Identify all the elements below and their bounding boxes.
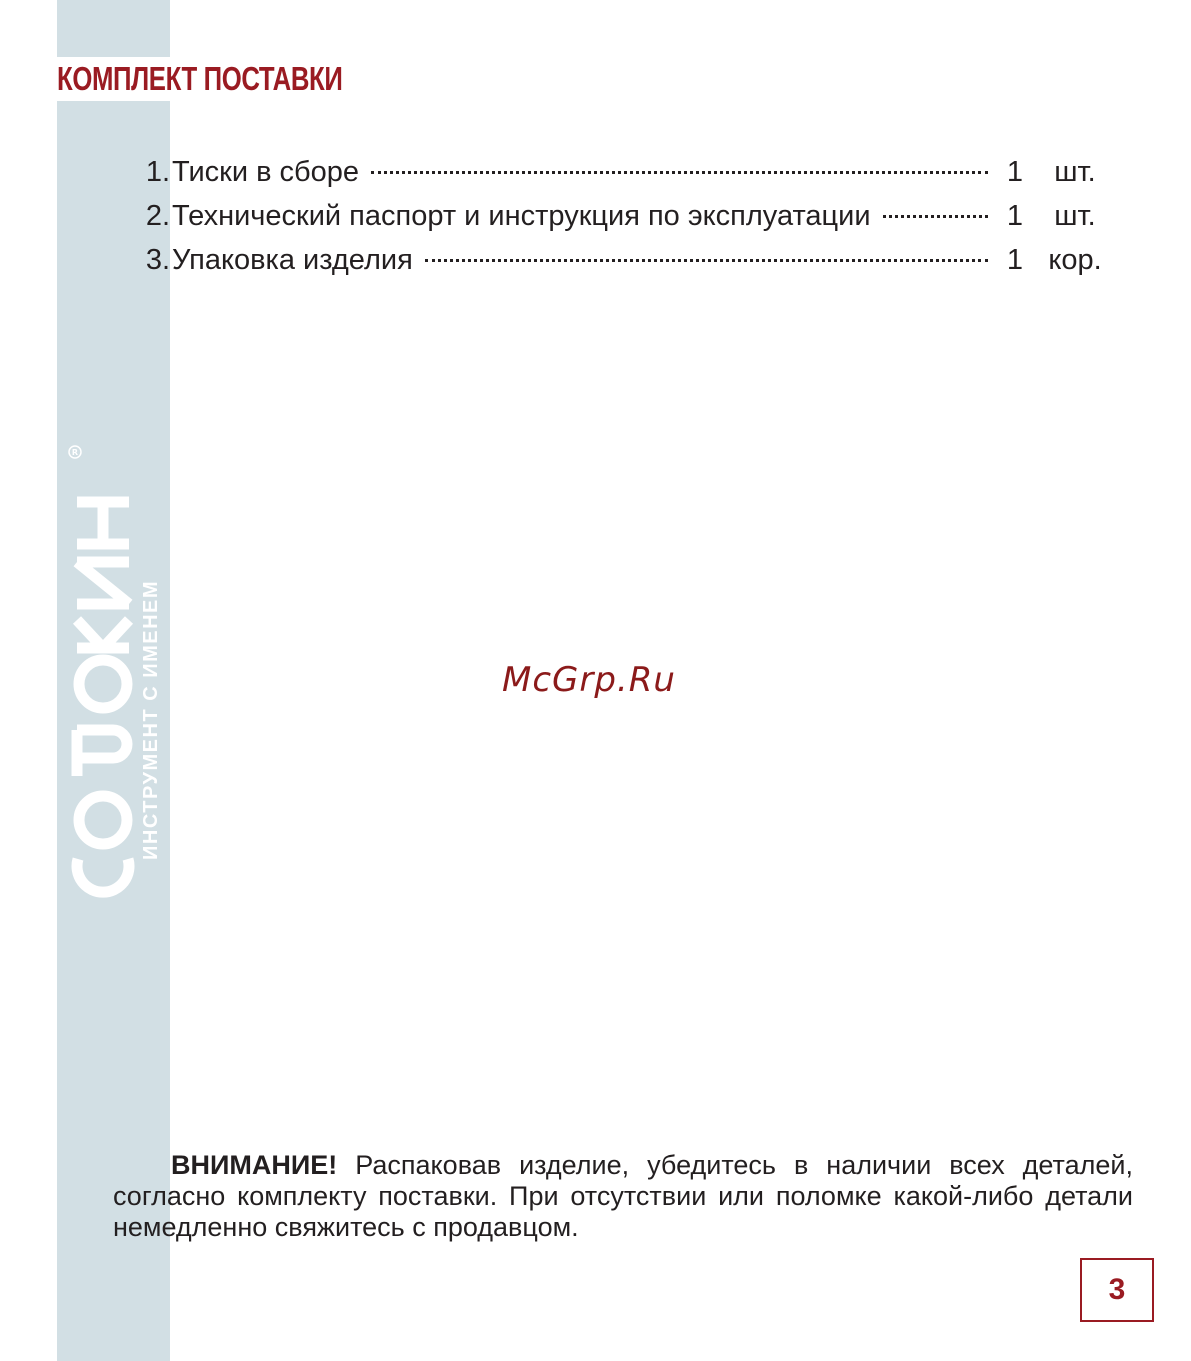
- item-number: 3.: [145, 244, 170, 276]
- brand-tagline: ИНСТРУМЕНТ С ИМЕНЕМ: [140, 579, 162, 860]
- list-item: [120, 194, 1120, 238]
- warning-label: ВНИМАНИЕ!: [171, 1150, 338, 1180]
- dot-leader: [371, 171, 988, 174]
- item-number: 1.: [145, 156, 170, 188]
- item-name: Тиски в сборе: [172, 156, 360, 188]
- list-item: [120, 238, 1120, 282]
- item-quantity: 1: [1006, 200, 1024, 232]
- item-name: Упаковка изделия: [172, 244, 413, 276]
- section-title: КОМПЛЕКТ ПОСТАВКИ: [57, 60, 343, 97]
- dot-leader: [425, 259, 988, 262]
- dot-leader: [883, 215, 988, 218]
- brand-logo-graphic: [57, 440, 170, 930]
- list-item: [120, 150, 1120, 194]
- warning-text: Распаковав изделие, убедитесь в наличии всех деталей, согласно комплекту поставки. При отсутствии или поломке какой-либо детали немедленно свяжитесь с продавцом.: [113, 1150, 1133, 1242]
- item-unit: кор.: [1048, 244, 1102, 276]
- item-unit: шт.: [1054, 156, 1096, 188]
- svg-text:R: R: [71, 448, 79, 457]
- page-number: 3: [1080, 1258, 1154, 1322]
- brand-logo: [57, 440, 170, 930]
- watermark: McGrp.Ru: [502, 660, 676, 700]
- item-unit: шт.: [1054, 200, 1096, 232]
- item-name: Технический паспорт и инструкция по эксплуатации: [172, 200, 871, 232]
- warning-paragraph: [113, 1150, 1133, 1243]
- item-number: 2.: [145, 200, 170, 232]
- item-quantity: 1: [1006, 244, 1024, 276]
- contents-list: [120, 150, 1120, 282]
- item-quantity: 1: [1006, 156, 1024, 188]
